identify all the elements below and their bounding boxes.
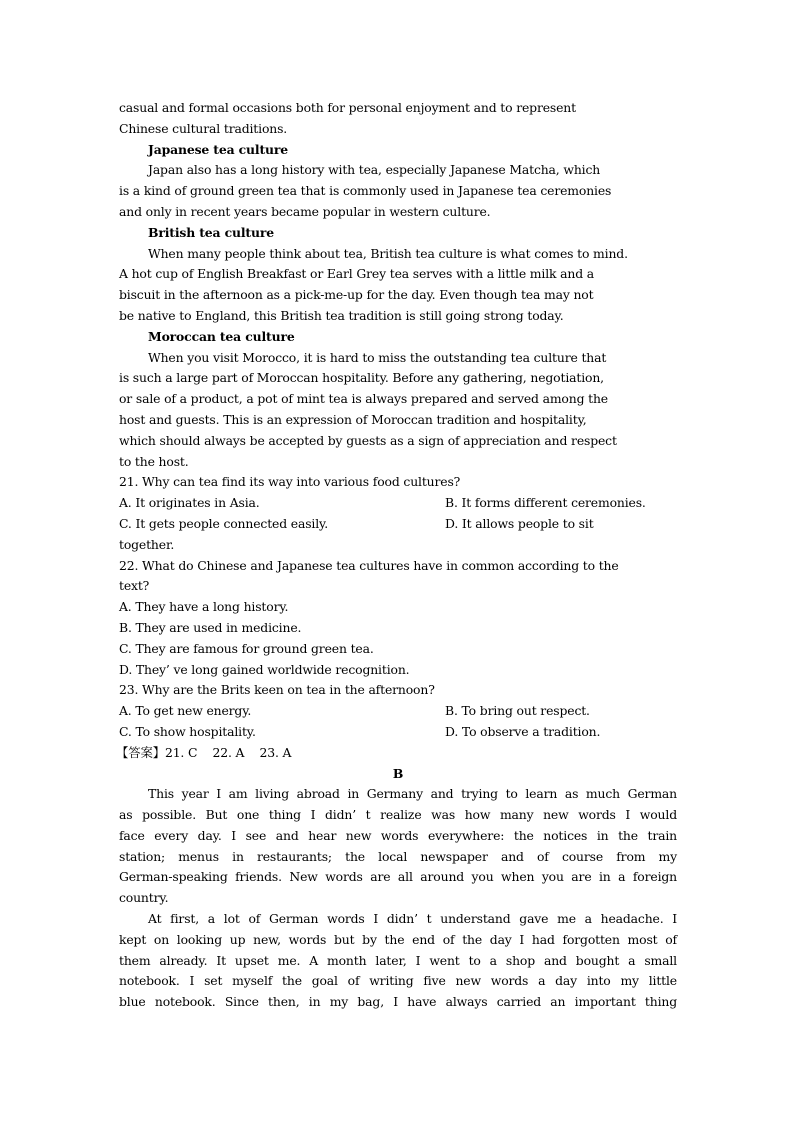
option-a: A. They have a long history. xyxy=(119,599,289,615)
option-c: C. They are famous for ground green tea. xyxy=(119,640,374,656)
passage-text-line: is a kind of ground green tea that is commonly used in Japanese tea ceremonies xyxy=(119,183,612,199)
question-21-options-row-2 xyxy=(119,514,677,535)
question-22-stem-continuation: text? xyxy=(119,578,150,594)
passage-text-line: or sale of a product, a pot of mint tea is always prepared and served among the xyxy=(119,391,608,407)
question-21-stem: 21. Why can tea find its way into various food cultures? xyxy=(119,474,461,490)
passage-text-line: blue notebook. Since then, in my bag, I have always carried an important thing xyxy=(119,994,677,1010)
passage-text-line: and only in recent years became popular in western culture. xyxy=(119,203,491,219)
option-d-continuation: together. xyxy=(119,536,175,552)
document-page xyxy=(116,98,677,1013)
answer-key: 【答案】21. C 22. A 23. A xyxy=(116,744,292,760)
section-heading-japanese: Japanese tea culture xyxy=(148,141,289,157)
option-c: C. To show hospitality. xyxy=(119,723,256,739)
passage-text-line: notebook. I set myself the goal of writing five new words a day into my little xyxy=(119,973,677,989)
passage-text-line: them already. It upset me. A month later, I went to a shop and bought a small xyxy=(119,952,677,968)
option-a: A. To get new energy. xyxy=(119,703,252,719)
passage-text-line: casual and formal occasions both for personal enjoyment and to represent xyxy=(119,100,576,115)
question-22-stem: 22. What do Chinese and Japanese tea cultures have in common according to the xyxy=(119,557,619,573)
option-d: D. To observe a tradition. xyxy=(445,723,601,739)
question-21-options-row-1 xyxy=(119,493,677,514)
passage-text-line: A hot cup of English Breakfast or Earl Grey tea serves with a little milk and a xyxy=(119,266,595,282)
option-c: C. It gets people connected easily. xyxy=(119,515,329,531)
passage-text-line: When you visit Morocco, it is hard to miss the outstanding tea culture that xyxy=(148,349,607,365)
section-heading-moroccan: Moroccan tea culture xyxy=(148,328,295,344)
passage-text-line: is such a large part of Moroccan hospitality. Before any gathering, negotiation, xyxy=(119,370,604,386)
passage-text-line: When many people think about tea, British tea culture is what comes to mind. xyxy=(148,245,628,261)
option-a: A. It originates in Asia. xyxy=(119,495,260,511)
option-d: D. They’ ve long gained worldwide recognition. xyxy=(119,661,410,677)
option-b: B. To bring out respect. xyxy=(445,703,590,719)
passage-text-line: face every day. I see and hear new words everywhere: the notices in the train xyxy=(119,827,677,843)
question-23-stem: 23. Why are the Brits keen on tea in the afternoon? xyxy=(119,682,435,698)
question-23-options-row-2 xyxy=(119,722,677,743)
passage-text-line: biscuit in the afternoon as a pick-me-up for the day. Even though tea may not xyxy=(119,287,594,303)
passage-text-line: which should always be accepted by guests as a sign of appreciation and respect xyxy=(119,432,617,448)
passage-text-line: country. xyxy=(119,890,169,906)
question-23-options-row-1 xyxy=(119,701,677,722)
passage-text-line: be native to England, this British tea tradition is still going strong today. xyxy=(119,307,564,323)
passage-text-line: Chinese cultural traditions. xyxy=(119,120,288,136)
option-b: B. They are used in medicine. xyxy=(119,619,302,635)
option-b: B. It forms different ceremonies. xyxy=(445,495,646,511)
passage-text-line: to the host. xyxy=(119,453,189,469)
passage-b-label: B xyxy=(392,765,404,781)
passage-text-line: At first, a lot of German words I didn’ t understand gave me a headache. I xyxy=(148,911,677,927)
option-d: D. It allows people to sit xyxy=(445,515,594,531)
passage-text-line: kept on looking up new, words but by the end of the day I had forgotten most of xyxy=(119,931,677,947)
passage-text-line: host and guests. This is an expression of Moroccan tradition and hospitality, xyxy=(119,411,587,427)
section-heading-british: British tea culture xyxy=(148,224,274,240)
passage-text-line: Japan also has a long history with tea, especially Japanese Matcha, which xyxy=(148,162,601,178)
passage-text-line: as possible. But one thing I didn’ t realize was how many new words I would xyxy=(119,807,677,823)
passage-text-line: This year I am living abroad in Germany and trying to learn as much German xyxy=(148,786,677,802)
passage-text-line: German-speaking friends. New words are all around you when you are in a foreign xyxy=(119,869,677,885)
passage-text-line: station; menus in restaurants; the local newspaper and of course from my xyxy=(119,848,677,864)
